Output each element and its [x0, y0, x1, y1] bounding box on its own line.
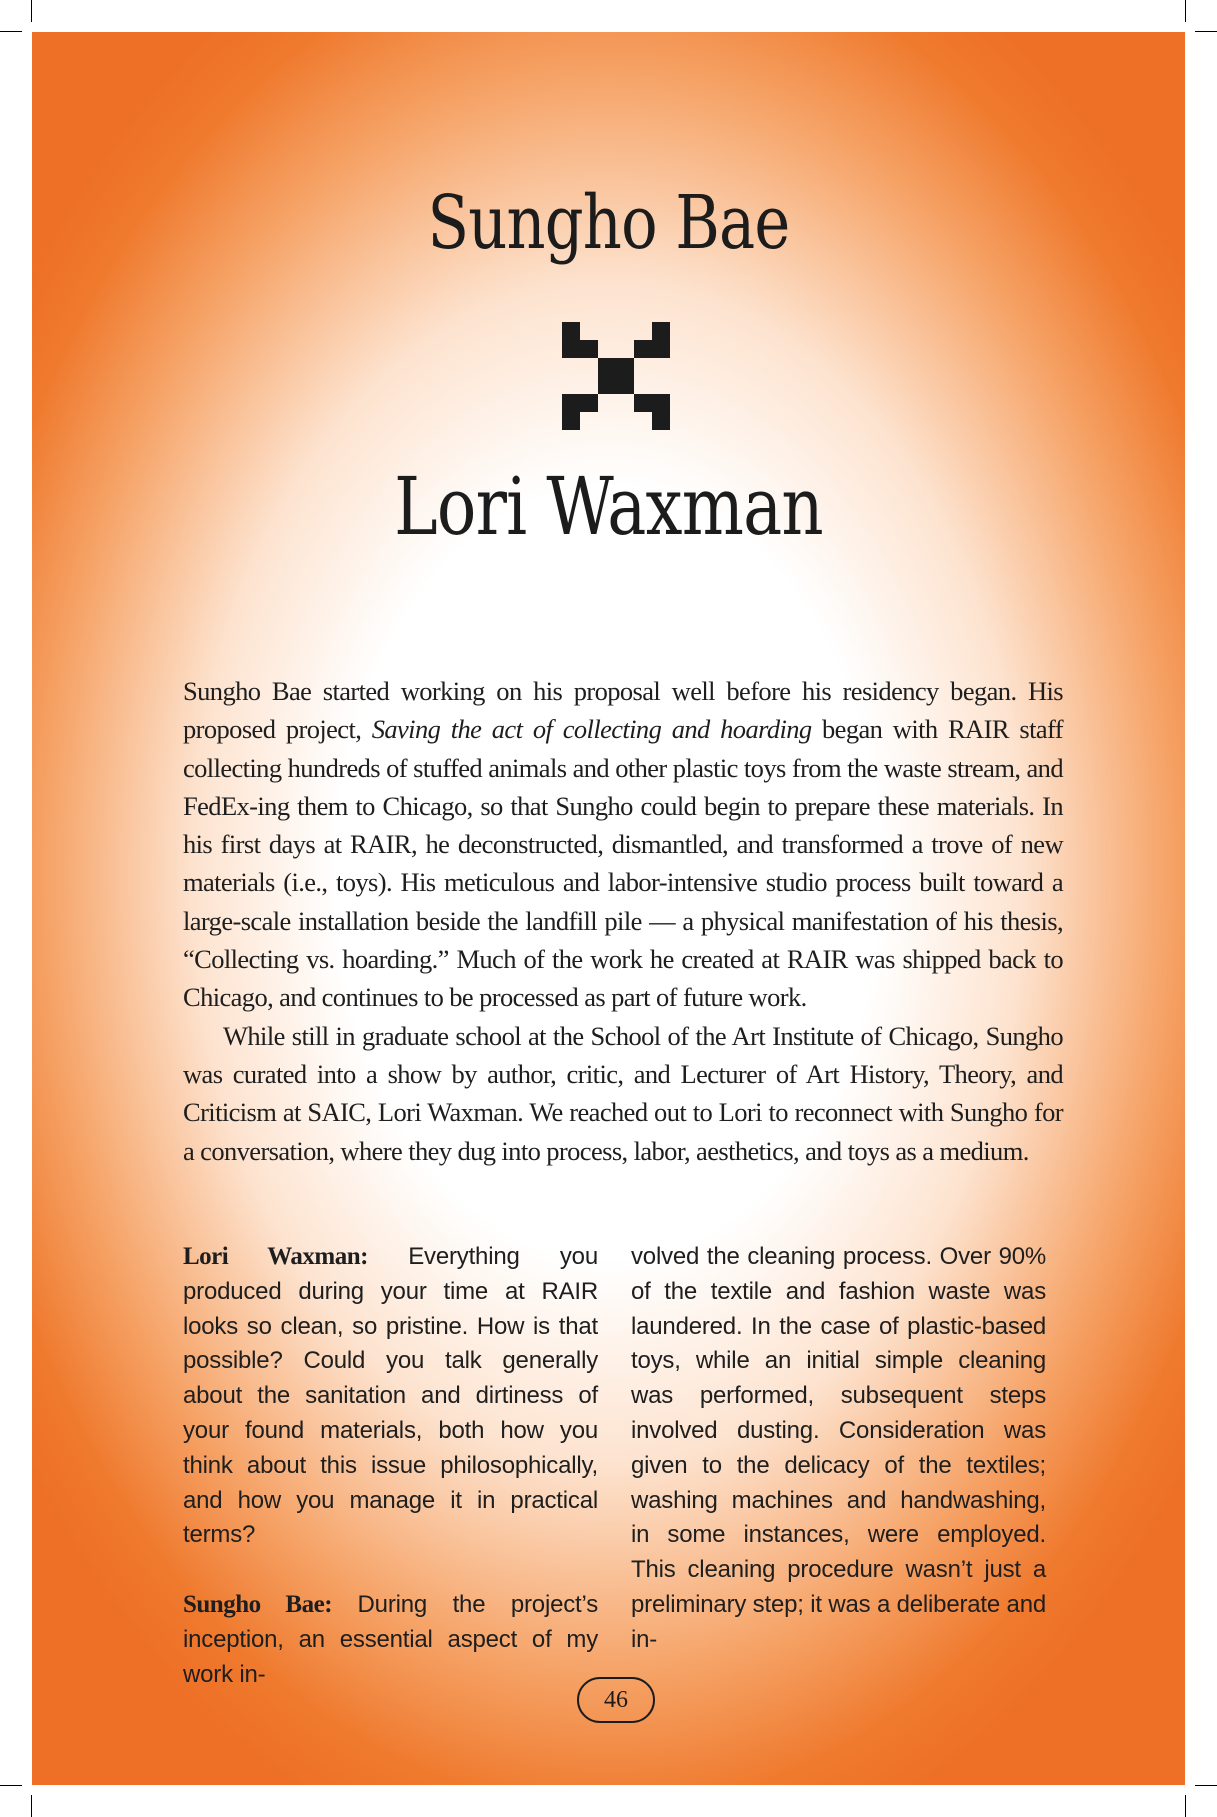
- answer-sungho-bae-continued: volved the cleaning process. Over 90% of the textile and fashion waste was laundered. In the case of plastic-based toys, while an initial simple cleaning was performed, subsequent steps involved dusting. Consideration was given to the delicacy of the textiles; washing machines and handwashing, in some instances, were employed. This cleaning procedure wasn’t just a preliminary step; it was a deliberate and in-: [631, 1243, 1046, 1653]
- crop-mark: [1195, 31, 1217, 32]
- crop-mark: [1195, 1785, 1217, 1786]
- answer-sungho-bae-start: Sungho Bae: During the project’s inception, an essential aspect of my work in-: [183, 1590, 598, 1688]
- page: [32, 32, 1185, 1785]
- intro-paragraph-1: Sungho Bae started working on his proposal well before his residency began. His proposed project, Saving the act of collecting and hoarding began with RAIR staff collecting hundreds of stuffed animals and other plastic toys from the waste stream, and FedEx-ing them to Chicago, so that Sungho could begin to prepare these materials. In his first days at RAIR, he deconstructed, dismantled, and transformed a trove of new materials (i.e., toys). His meticulous and labor-intensive studio process built toward a large-scale installation beside the landfill pile — a physical manifestation of his thesis, “Collecting vs. hoarding.” Much of the work he created at RAIR was shipped back to Chicago, and continues to be processed as part of future work.: [183, 676, 1063, 1013]
- project-title-italic: Saving the act of collecting and hoarding: [371, 714, 812, 745]
- crop-mark: [1185, 0, 1186, 22]
- interview-column-right: [631, 1240, 1046, 1692]
- crop-mark: [1185, 1795, 1186, 1817]
- speaker-sungho-bae: Sungho Bae:: [183, 1590, 333, 1618]
- crop-mark: [0, 1785, 22, 1786]
- title-lori-waxman: Lori Waxman: [394, 460, 823, 553]
- crop-mark: [31, 1795, 32, 1817]
- intro-paragraph-2: While still in graduate school at the School of the Art Institute of Chicago, Sungho was curated into a show by author, critic, and Lecturer of Art History, Theory, and Criticism at SAIC, Lori Waxman. We reached out to Lori to reconnect with Sungho for a conversation, where they dug into process, labor, aesthetics, and toys as a medium.: [183, 1020, 1063, 1166]
- interview-column-left: [183, 1240, 598, 1727]
- crop-mark: [0, 31, 22, 32]
- checker-x-ornament-icon: [562, 322, 670, 430]
- speaker-lori-waxman: Lori Waxman:: [183, 1243, 368, 1270]
- intro-text: [183, 672, 1063, 1170]
- crop-mark: [31, 0, 32, 22]
- title-sungho-bae: Sungho Bae: [427, 180, 790, 266]
- question-lori-waxman: Lori Waxman: Everything you produced during your time at RAIR looks so clean, so pristine. How is that possible? Could you talk generally about the sanitation and dirtiness of your found materials, both how you think about this issue philosophically, and how you manage it in practical terms?: [183, 1243, 598, 1549]
- page-number: 46: [577, 1677, 655, 1723]
